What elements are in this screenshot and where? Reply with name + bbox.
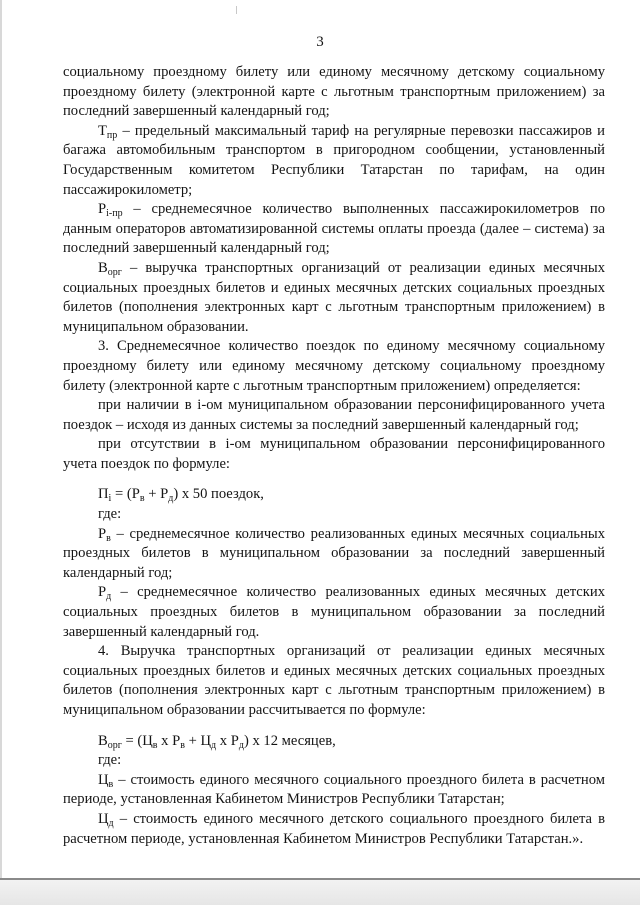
definition-text: – среднемесячное количество реализованных единых месячных детских социальных проездных билетов в муниципальном образовании за последний завершенный календарный год. [63,584,605,640]
item-3-case-b: при отсутствии в i-ом муниципальном образовании персонифицированного учета поездок по формуле: [63,436,605,472]
scan-left-edge [0,0,2,905]
symbol-subscript: орг [107,266,122,278]
definition-p-d [63,583,605,642]
definition-text: – среднемесячное количество реализованных единых месячных социальных проездных билетов в муниципальном образовании за последний завершенный календарный год; [63,525,605,581]
item-4: 4. Выручка транспортных организаций от реализации единых месячных социальных проездных билетов и единых месячных детских социальных проездных билетов (пополнения электронных карт с льготным транспортным приложением) в муниципальном образовании рассчитывается по формуле: [63,643,605,718]
definition-c-v [63,771,605,810]
formula-part: ) х 50 поездок, [173,486,264,503]
formula-lhs-subscript: орг [107,739,122,751]
symbol: Ц [98,810,109,827]
symbol-subscript: в [106,532,111,544]
formula-trips [63,485,605,505]
formula-subscript: в [152,739,158,751]
symbol: Р [98,525,107,542]
symbol-subscript: i-пр [106,208,123,220]
symbol: В [98,259,108,276]
formula-revenue [63,732,605,752]
formula-subscript: д [211,739,217,751]
definition-v-org [63,259,605,337]
definition-p-v [63,525,605,584]
symbol-subscript: пр [106,129,118,141]
document-body [63,63,605,849]
definition-text: – выручка транспортных организаций от реализации единых месячных социальных проездных билетов и единых месячных детских социальных проездных билетов (пополнения электронных карт с льготным транспортным приложением) в муниципальном образовании. [63,259,605,335]
item-3-case-a: при наличии в i-ом муниципальном образовании персонифицированного учета поездок – исходя из данных системы за последний завершенный календарный год; [63,397,605,433]
item-3: 3. Среднемесячное количество поездок по единому месячному социальному проездному билету или единому месячному детскому социальному проездному билету (электронной карте с льготным транспортным приложением) определяется: [63,338,605,394]
definition-text: – стоимость единого месячного детского социального проездного билета в расчетном периоде, установленная Кабинетом Министров Республики Татарстан.». [63,810,605,847]
formula-part: + Ц [184,732,212,749]
paragraph-continuation: социальному проездному билету или единому месячному детскому социальному проездному билету (электронной карте с льготным транспортным приложением) за последний завершенный календарный год; [63,64,605,120]
formula-subscript: д [168,493,174,505]
symbol-subscript: в [108,778,114,790]
formula-part: + Р [144,486,169,503]
formula-where-label: где: [98,752,122,769]
scan-artifact [236,6,237,14]
definition-t-pr [63,122,605,200]
formula-part: х Р [157,732,181,749]
definition-p-i-pr [63,200,605,259]
formula-part: х Р [216,732,239,749]
formula-subscript: д [238,739,244,751]
formula-subscript: в [180,739,185,751]
formula-part: = (Р [111,486,140,503]
definition-text: – предельный максимальный тариф на регулярные перевозки пассажиров и багажа автомобильным транспортом в пригородном сообщении, установленный Государственным комитетом Республики Татарстан по тарифам, на один пассажирокилометр; [63,122,605,198]
formula-lhs: П [98,486,109,503]
symbol: Т [98,122,107,139]
symbol: P [98,201,107,218]
formula-where-label: где: [98,506,122,523]
formula-lhs-subscript: i [108,493,112,505]
definition-text: – стоимость единого месячного социального проездного билета в расчетном периоде, установленная Кабинетом Министров Республики Татарстан; [63,771,605,808]
symbol: Ц [98,771,109,788]
symbol-subscript: д [108,817,114,829]
definition-text: – среднемесячное количество выполненных пассажирокилометров по данным операторов автоматизированной системы оплаты проезда (далее – система) за последний завершенный календарный год; [63,201,605,257]
symbol: Р [98,584,107,601]
scan-bottom-margin [0,880,640,905]
symbol-subscript: д [106,591,112,603]
formula-lhs: В [98,732,108,749]
page-number: 3 [316,34,324,50]
formula-part: = (Ц [121,732,153,749]
formula-subscript: в [139,493,145,505]
definition-c-d [63,810,605,849]
formula-part: ) х 12 месяцев, [243,732,336,749]
